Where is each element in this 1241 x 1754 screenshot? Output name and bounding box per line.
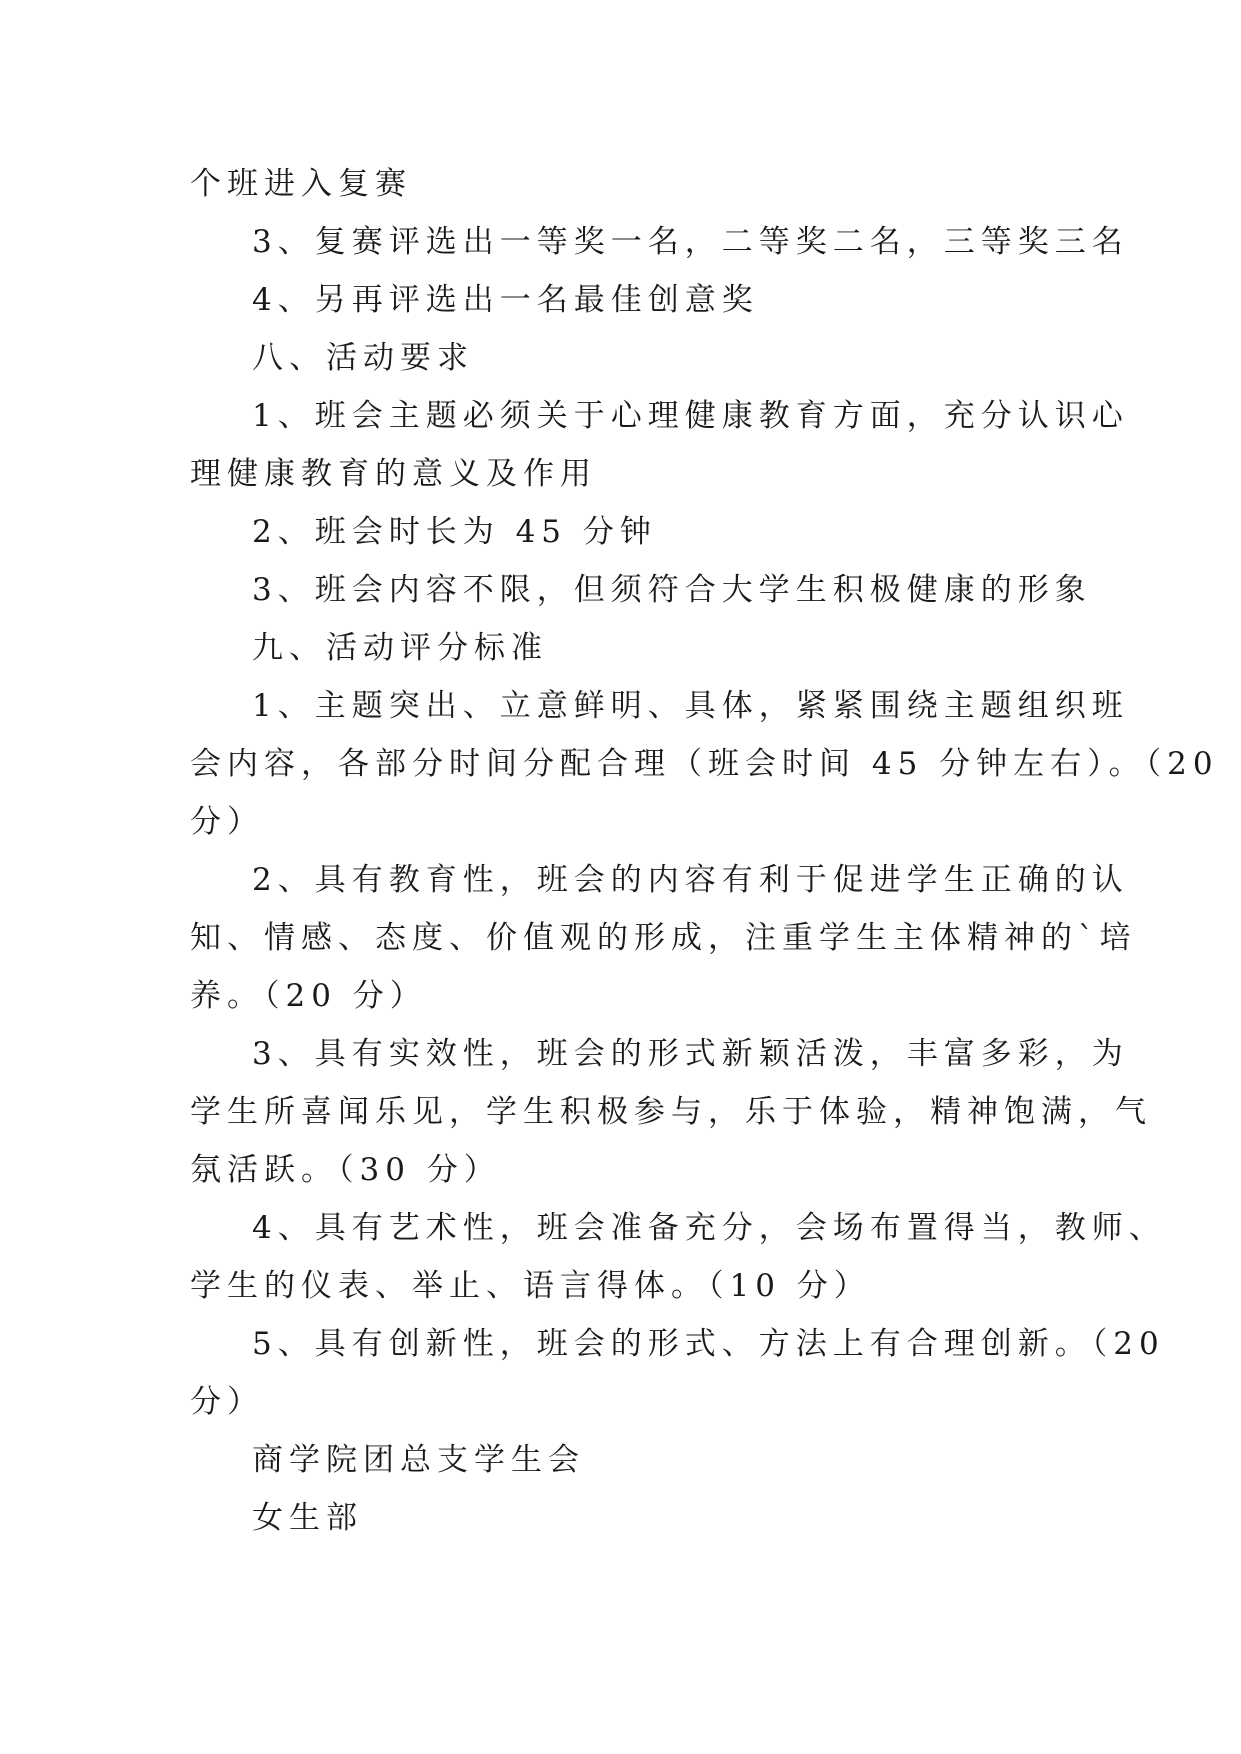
signature-department: 女生部 [252, 1500, 363, 1536]
text-line: 会内容，各部分时间分配合理（班会时间 45 分钟左右）。（20 [190, 746, 1219, 782]
text-line: 分） [190, 1384, 264, 1420]
text-line: 4、具有艺术性，班会准备充分，会场布置得当，教师、 [252, 1210, 1166, 1246]
document-body [190, 155, 1219, 1547]
text-line: 理健康教育的意义及作用 [190, 456, 597, 492]
text-line: 3、复赛评选出一等奖一名，二等奖二名，三等奖三名 [252, 224, 1129, 260]
text-line: 3、具有实效性，班会的形式新颖活泼，丰富多彩，为 [252, 1036, 1129, 1072]
text-line: 1、班会主题必须关于心理健康教育方面，充分认识心 [252, 398, 1129, 434]
text-line: 5、具有创新性，班会的形式、方法上有合理创新。（20 [252, 1326, 1165, 1362]
text-line: 养。（20 分） [190, 978, 427, 1014]
text-line: 学生的仪表、举止、语言得体。（10 分） [190, 1268, 871, 1304]
text-line: 学生所喜闻乐见，学生积极参与，乐于体验，精神饱满，气 [190, 1094, 1152, 1130]
section-heading: 九、活动评分标准 [252, 630, 548, 666]
text-line: 个班进入复赛 [190, 166, 412, 202]
text-line: 2、具有教育性，班会的内容有利于促进学生正确的认 [252, 862, 1129, 898]
text-line: 知、情感、态度、价值观的形成，注重学生主体精神的`培 [190, 920, 1137, 956]
text-line: 3、班会内容不限，但须符合大学生积极健康的形象 [252, 572, 1092, 608]
text-line: 2、班会时长为 45 分钟 [252, 514, 657, 550]
section-heading: 八、活动要求 [252, 340, 474, 376]
signature-organization: 商学院团总支学生会 [252, 1442, 585, 1478]
text-line: 4、另再评选出一名最佳创意奖 [252, 282, 759, 318]
text-line: 分） [190, 804, 264, 840]
text-line: 氛活跃。（30 分） [190, 1152, 501, 1188]
text-line: 1、主题突出、立意鲜明、具体，紧紧围绕主题组织班 [252, 688, 1129, 724]
